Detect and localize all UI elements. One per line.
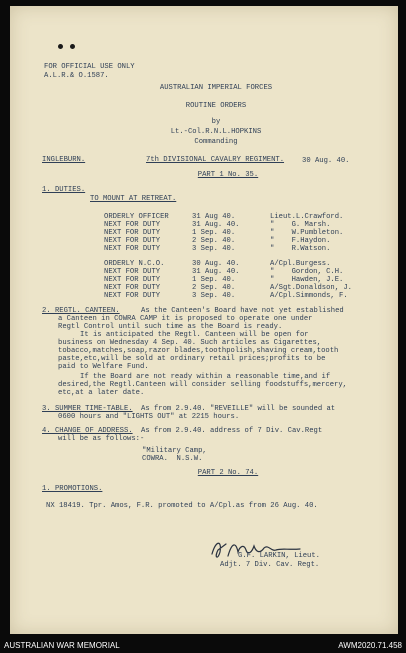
- summer-text: As from 2.9.40. "REVEILLE" will be sounded at: [141, 405, 336, 413]
- address-heading: 4. CHANGE OF ADDRESS.: [42, 427, 133, 435]
- address-text: As from 2.9.40. address of 7 Div. Cav.Regt: [141, 427, 323, 435]
- canteen-text: business on Wednesday 4 Sep. 40. Such articles as Cigarettes,: [58, 339, 322, 347]
- canteen-heading: 2. REGTL. CANTEEN.: [42, 307, 120, 315]
- canteen-text: It is anticipated the Regtl. Canteen will be open for: [80, 331, 309, 339]
- archive-name: AUSTRALIAN WAR MEMORIAL: [4, 641, 120, 650]
- promotion-entry: NX 18419. Tpr. Amos, F.R. promoted to A/Cpl.as from 26 Aug. 40.: [46, 502, 318, 510]
- routine-orders-heading: ROUTINE ORDERS: [185, 102, 247, 110]
- canteen-text: As the Canteen's Board have not yet established: [141, 307, 344, 315]
- duty-role: NEXT FOR DUTY: [104, 292, 161, 300]
- canteen-text: paste,etc,will be sold at ordinary retail prices;profits to be: [58, 355, 326, 363]
- duty-date: 3 Sep. 40.: [192, 245, 236, 253]
- commanding-officer: Lt.-Col.R.N.L.HOPKINS: [170, 128, 262, 136]
- part1-title: PART 1 No. 35.: [197, 171, 259, 179]
- by-label: by: [211, 118, 221, 126]
- duty-date: 31 Aug 40.: [192, 213, 236, 221]
- duty-date: 31 Aug. 40.: [192, 221, 240, 229]
- duty-name: " Hawden, J.E.: [270, 276, 344, 284]
- duty-date: 3 Sep. 40.: [192, 292, 236, 300]
- duty-role: NEXT FOR DUTY: [104, 284, 161, 292]
- duty-role: NEXT FOR DUTY: [104, 237, 161, 245]
- duty-date: 1 Sep. 40.: [192, 229, 236, 237]
- duty-date: 2 Sep. 40.: [192, 237, 236, 245]
- punch-hole: [70, 44, 75, 49]
- duty-date: 2 Sep. 40.: [192, 284, 236, 292]
- duty-name: " G. Marsh.: [270, 221, 331, 229]
- duty-role: NEXT FOR DUTY: [104, 229, 161, 237]
- commanding-label: Commanding: [194, 138, 238, 146]
- archive-reference: AWM2020.71.458: [338, 641, 402, 650]
- duty-name: " Gordon, C.H.: [270, 268, 344, 276]
- canteen-text: a Canteen in COWRA CAMP it is proposed to operate one under: [58, 315, 313, 323]
- duty-name: A/Cpl.Simmonds, F.: [270, 292, 348, 300]
- duty-name: Lieut.L.Crawford.: [270, 213, 344, 221]
- canteen-text: etc,at a later date.: [58, 389, 145, 397]
- address-camp: "Military Camp,: [142, 447, 207, 455]
- address-town: COWRA. N.S.W.: [142, 455, 203, 463]
- punch-hole: [58, 44, 63, 49]
- duty-name: A/Sgt.Donaldson, J.: [270, 284, 352, 292]
- duty-role: NEXT FOR DUTY: [104, 276, 161, 284]
- order-date: 30 Aug. 40.: [302, 157, 350, 165]
- archive-footer: [0, 640, 406, 653]
- canteen-text: tobacco,matches,soap,razor blades,toothpolish,shaving cream,tooth: [58, 347, 339, 355]
- duty-role: NEXT FOR DUTY: [104, 221, 161, 229]
- canteen-text: Regtl Control until such time as the Board is ready.: [58, 323, 283, 331]
- place-label: INGLEBURN.: [42, 156, 86, 164]
- duty-role: NEXT FOR DUTY: [104, 245, 161, 253]
- duty-date: 30 Aug. 40.: [192, 260, 240, 268]
- part2-title: PART 2 No. 74.: [197, 469, 259, 477]
- address-text: will be as follows:-: [58, 435, 145, 443]
- canteen-text: desired,the Regtl.Canteen will consider selling foodstuffs,mercery,: [58, 381, 347, 389]
- duty-name: " W.Pumbleton.: [270, 229, 344, 237]
- document-page: [10, 6, 398, 634]
- signatory-title: Adjt. 7 Div. Cav. Regt.: [220, 561, 320, 569]
- reference-number: A.L.R.& O.1587.: [44, 72, 109, 80]
- duties-heading: 1. DUTIES.: [42, 186, 86, 194]
- force-heading: AUSTRALIAN IMPERIAL FORCES: [159, 84, 273, 92]
- regiment-name: 7th DIVISIONAL CAVALRY REGIMENT.: [146, 156, 285, 164]
- duty-name: " F.Haydon.: [270, 237, 331, 245]
- duty-role: ORDERLY N.C.O.: [104, 260, 165, 268]
- canteen-text: If the Board are not ready within a reasonable time,and if: [80, 373, 331, 381]
- official-use-label: FOR OFFICIAL USE ONLY: [44, 63, 135, 71]
- signatory-name: G.F. LARKIN, Lieut.: [238, 552, 320, 560]
- canteen-text: paid to Welfare Fund.: [58, 363, 149, 371]
- summer-text: 0600 hours and "LIGHTS OUT" at 2215 hours.: [58, 413, 240, 421]
- duty-date: 31 Aug. 40.: [192, 268, 240, 276]
- duty-name: A/Cpl.Burgess.: [270, 260, 331, 268]
- duty-name: " R.Watson.: [270, 245, 331, 253]
- summer-heading: 3. SUMMER TIME-TABLE.: [42, 405, 133, 413]
- duty-role: NEXT FOR DUTY: [104, 268, 161, 276]
- duty-date: 1 Sep. 40.: [192, 276, 236, 284]
- duty-role: ORDERLY OFFICER: [104, 213, 169, 221]
- promotions-heading: 1. PROMOTIONS.: [42, 485, 103, 493]
- duties-subheading: TO MOUNT AT RETREAT.: [90, 195, 177, 203]
